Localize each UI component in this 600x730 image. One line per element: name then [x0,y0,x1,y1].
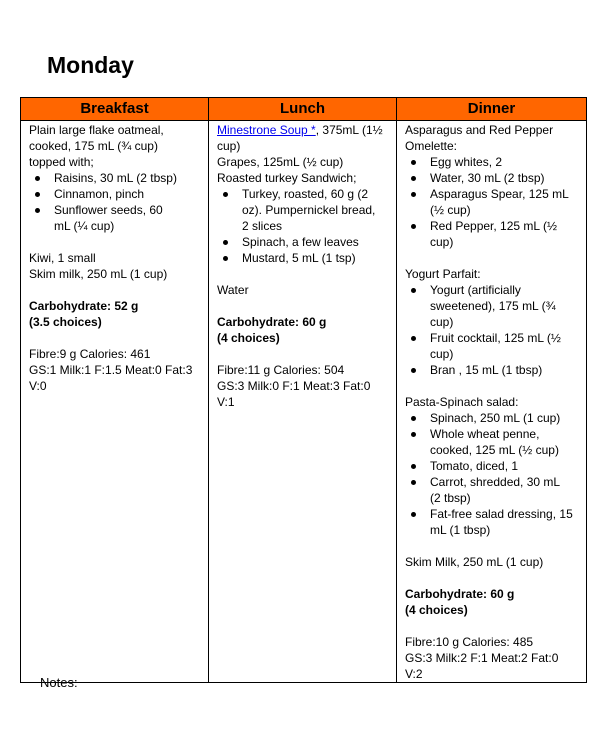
section-title: Pasta-Spinach salad: [405,395,519,409]
soup-line [217,122,390,138]
breakfast-header: Breakfast [21,98,209,121]
notes-label: Notes: [40,675,78,690]
dinner-header: Dinner [397,98,587,121]
nutrition-line: GS:3 Milk:0 F:1 Meat:3 Fat:0 [217,379,371,393]
list-item: Fat-free salad dressing, 15 mL (1 tbsp) [405,506,580,538]
text-line: Roasted turkey Sandwich; [217,171,357,185]
carbohydrate-choices: (3.5 choices) [29,315,102,329]
carbohydrate-total: Carbohydrate: 52 g [29,299,139,313]
minestrone-soup-link[interactable]: Minestrone Soup * [217,123,316,137]
text-line: Kiwi, 1 small [29,251,96,265]
soup-amount: , 375mL (1½ [315,123,383,137]
lunch-cell [209,121,397,683]
nutrition-line: V:1 [217,395,235,409]
nutrition-line: V:2 [405,667,423,681]
text-line: Grapes, 125mL (½ cup) [217,155,344,169]
meal-plan-table [20,97,587,683]
text-line: topped with; [29,155,94,169]
parfait-ingredients-list [405,282,580,378]
drink-line: Skim Milk, 250 mL (1 cup) [405,555,544,569]
sandwich-ingredients-list [217,186,390,266]
list-item: Spinach, a few leaves [217,234,390,250]
text-line: Skim milk, 250 mL (1 cup) [29,267,168,281]
nutrition-line: Fibre:9 g Calories: 461 [29,347,151,361]
breakfast-intro [29,122,202,170]
carbohydrate-total: Carbohydrate: 60 g [217,315,327,329]
nutrition-line: Fibre:11 g Calories: 504 [217,363,345,377]
list-item: Asparagus Spear, 125 mL (½ cup) [405,186,580,218]
list-item: Raisins, 30 mL (2 tbsp) [29,170,202,186]
carbohydrate-choices: (4 choices) [405,603,468,617]
text-line: Plain large flake oatmeal, [29,123,164,137]
list-item: Tomato, diced, 1 [405,458,580,474]
carbohydrate-total: Carbohydrate: 60 g [405,587,515,601]
nutrition-line: GS:3 Milk:2 F:1 Meat:2 Fat:0 [405,651,559,665]
list-item: Yogurt (artificially sweetened), 175 mL (¾ cup) [405,282,580,330]
nutrition-line: Fibre:10 g Calories: 485 [405,635,534,649]
section-title: Omelette: [405,139,458,153]
breakfast-cell [21,121,209,683]
omelette-ingredients-list [405,154,580,250]
list-item: Red Pepper, 125 mL (½ cup) [405,218,580,250]
list-item: Carrot, shredded, 30 mL (2 tbsp) [405,474,580,506]
list-item: Cinnamon, pinch [29,186,202,202]
text-line: cup) [217,139,241,153]
lunch-header: Lunch [209,98,397,121]
list-item: Egg whites, 2 [405,154,580,170]
page-title: Monday [47,52,134,78]
dinner-cell [397,121,587,683]
text-line: cooked, 175 mL (¾ cup) [29,139,158,153]
drink-line: Water [217,283,249,297]
breakfast-toppings-list [29,170,202,234]
list-item: Fruit cocktail, 125 mL (½ cup) [405,330,580,362]
section-title: Asparagus and Red Pepper [405,123,554,137]
list-item: Spinach, 250 mL (1 cup) [405,410,580,426]
carbohydrate-choices: (4 choices) [217,331,280,345]
section-title: Yogurt Parfait: [405,267,481,281]
list-item: Turkey, roasted, 60 g (2 oz). Pumpernickel bread, 2 slices [217,186,390,234]
list-item: Bran , 15 mL (1 tbsp) [405,362,580,378]
header-row [21,98,587,121]
list-item: Whole wheat penne, cooked, 125 mL (½ cup) [405,426,580,458]
nutrition-line: GS:1 Milk:1 F:1.5 Meat:0 Fat:3 [29,363,193,377]
list-item: Mustard, 5 mL (1 tsp) [217,250,390,266]
list-item: Sunflower seeds, 60 mL (¼ cup) [29,202,202,234]
salad-ingredients-list [405,410,580,538]
list-item: Water, 30 mL (2 tbsp) [405,170,580,186]
nutrition-line: V:0 [29,379,47,393]
